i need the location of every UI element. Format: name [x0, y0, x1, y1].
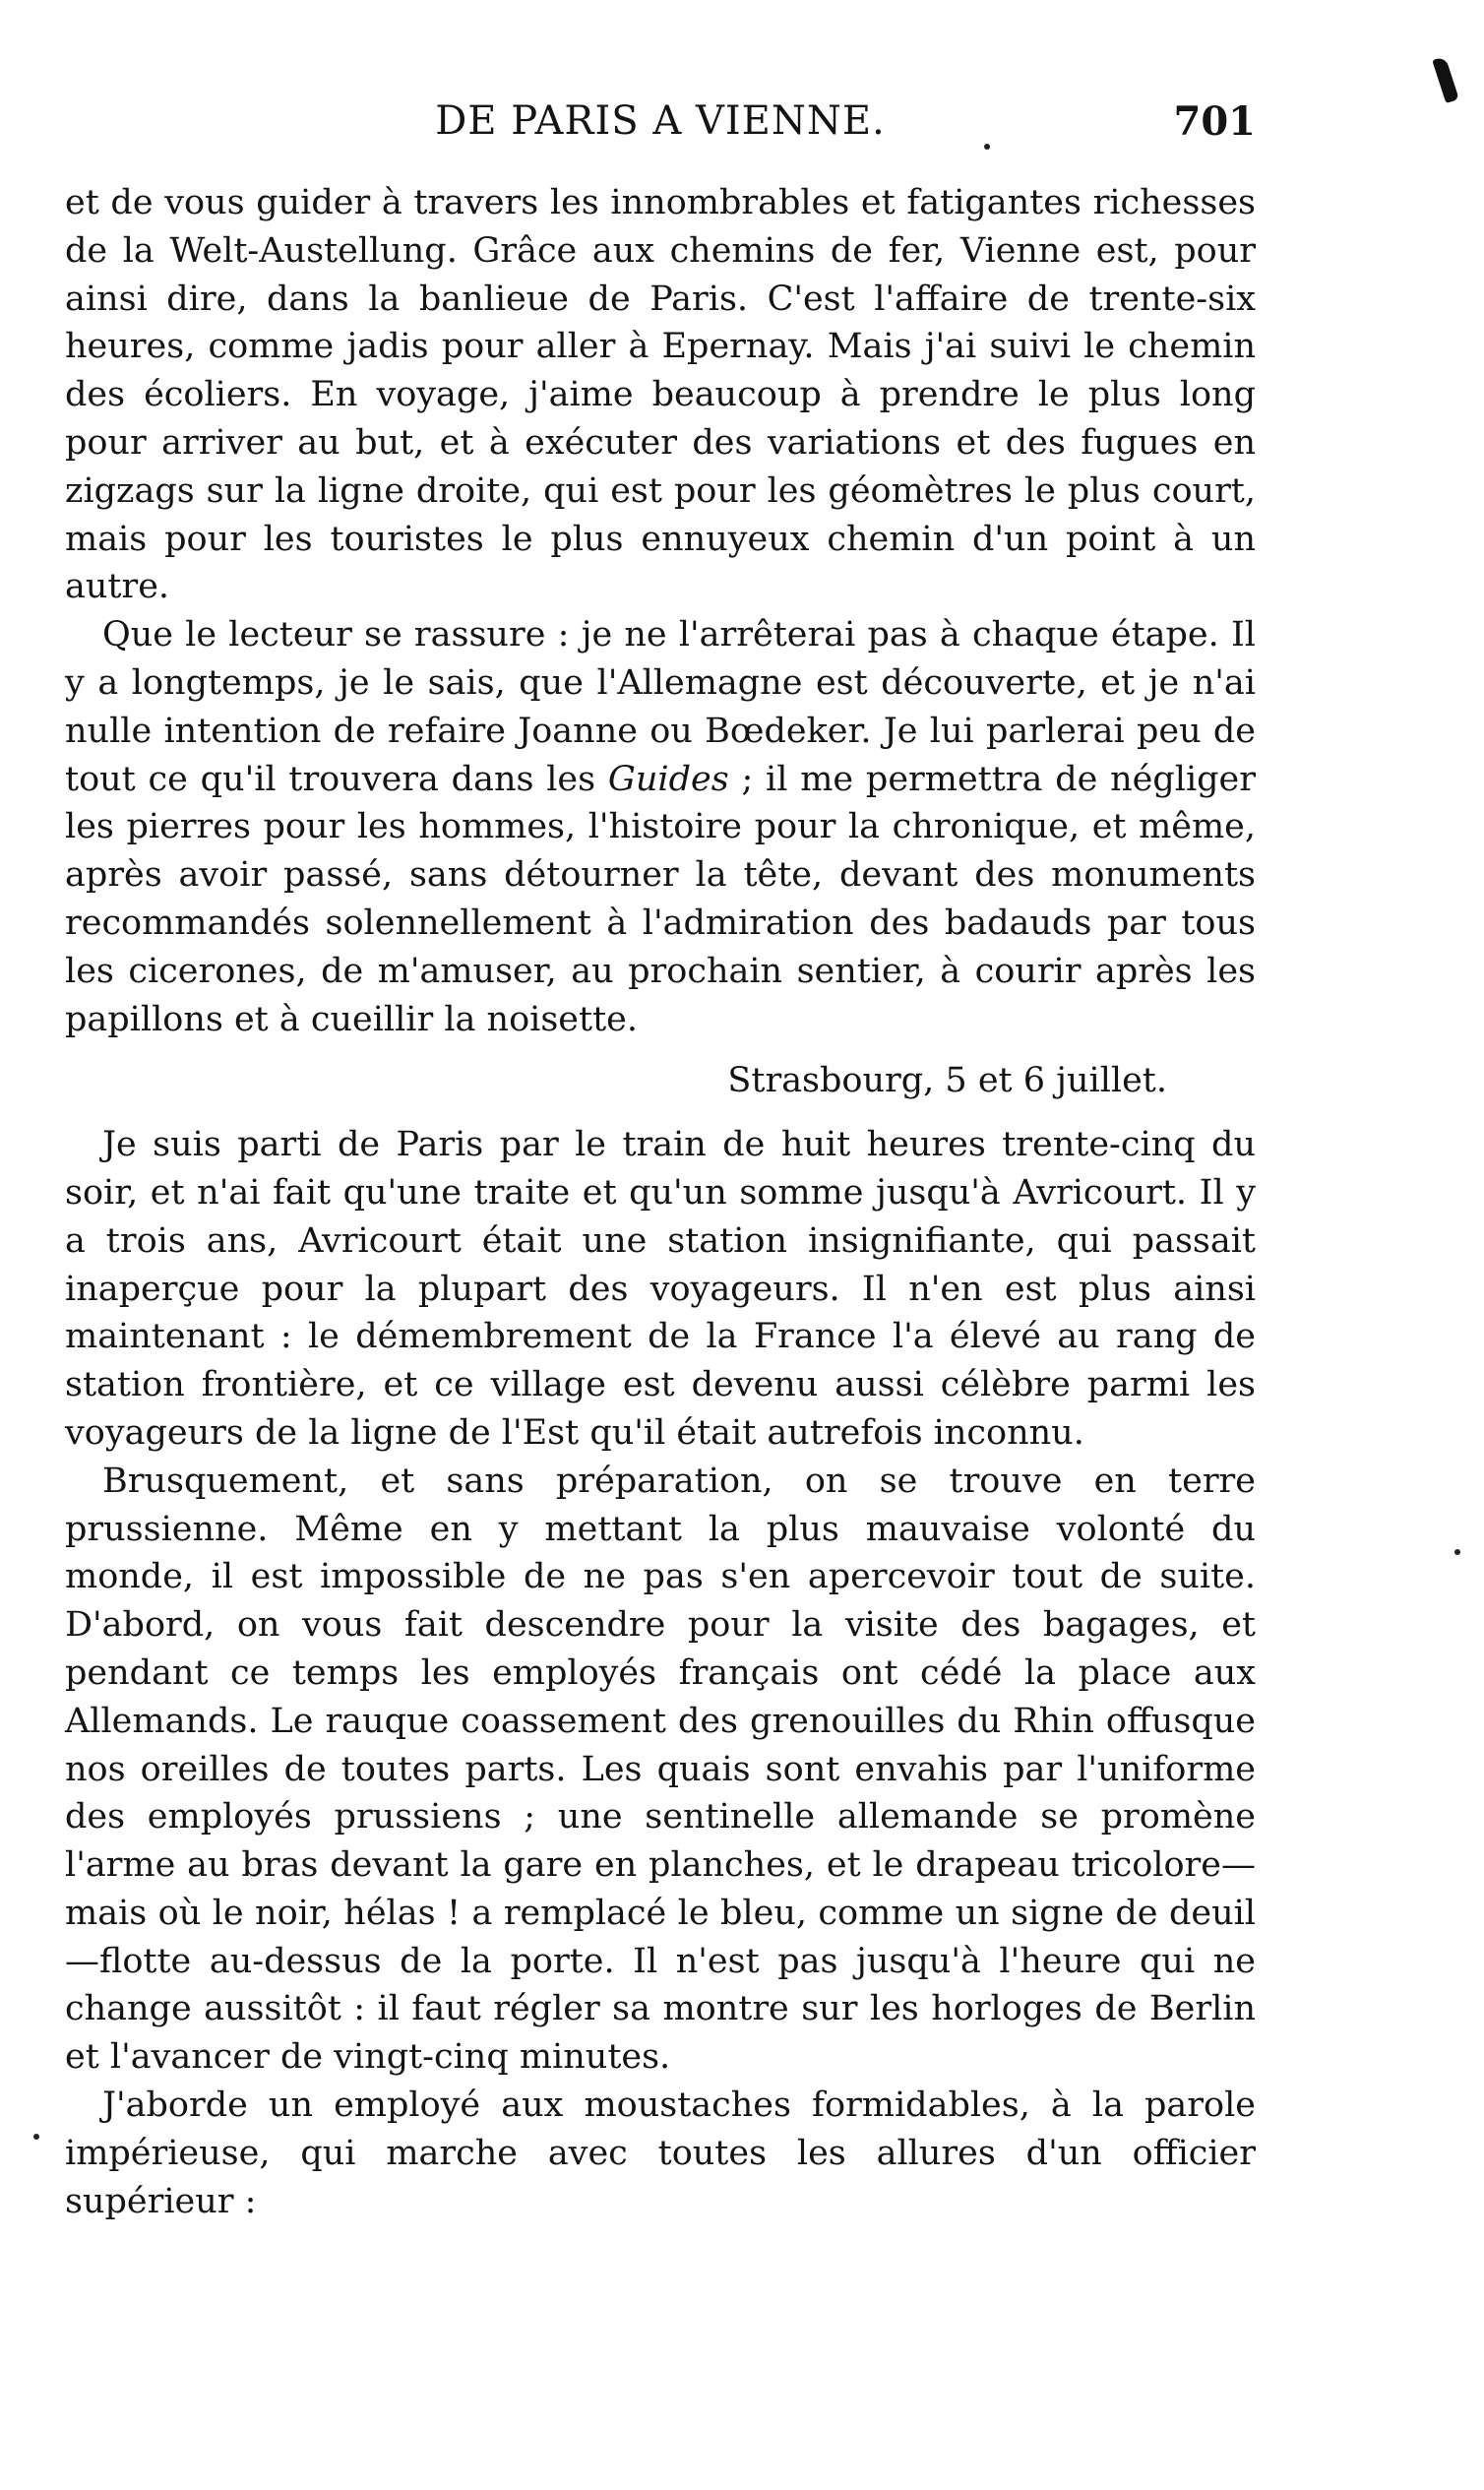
italic-word: Guides — [607, 759, 729, 799]
paragraph: Brusquement, et sans préparation, on se trouve en terre prussienne. Même en y mettant la plus mauvaise volonté du monde, il est impossible de ne pas s'en apercevoir tout de suite. D'abord, on vous fait descendre pour la visite des bagages, et pendant ce temps les employés français ont cédé la place aux Allemands. Le rauque coassement des grenouilles du Rhin offusque nos oreilles de toutes parts. Les quais sont envahis par l'uniforme des employés prussiens ; une sentinelle allemande se promène l'arme au bras devant la gare en planches, et le drapeau tricolore—mais où le noir, hélas ! a remplacé le bleu, comme un signe de deuil—flotte au-dessus de la porte. Il n'est pas jusqu'à l'heure qui ne change aussitôt : il faut régler sa montre sur les horloges de Berlin et l'avancer de vingt-cinq minutes. — [65, 1461, 1256, 2078]
ink-blot-mark — [1432, 56, 1459, 103]
paragraph: Je suis parti de Paris par le train de huit heures trente-cinq du soir, et n'ai fait qu'une traite et qu'un somme jusqu'à Avricourt. Il y a trois ans, Avricourt était une station insignifiante, qui passait inaperçue pour la plupart des voyageurs. Il n'en est plus ainsi maintenant : le démembrement de la France l'a élevé au rang de station frontière, et ce village est devenu aussi célèbre parmi les voyageurs de la ligne de l'Est qu'il était autrefois inconnu. — [65, 1125, 1256, 1453]
margin-dot-mark — [1454, 1549, 1460, 1555]
body-text — [65, 179, 1256, 2225]
paragraph: Que le lecteur se rassure : je ne l'arrêterai pas à chaque étape. Il y a longtemps, je le sais, que l'Allemagne est découverte, et je n'ai nulle intention de refaire Joanne ou Bœdeker. Je lui parlerai peu de tout ce qu'il trouvera dans les Guides ; il me permettra de négliger les pierres pour les hommes, l'histoire pour la chronique, et même, après avoir passé, sans détourner la tête, devant des monuments recommandés solennellement à l'admiration des badauds par tous les cicerones, de m'amuser, au prochain sentier, à courir après les papillons et à cueillir la noisette. — [65, 615, 1257, 1039]
dateline: Strasbourg, 5 et 6 juillet. — [727, 1061, 1167, 1101]
page-number: 701 — [1173, 98, 1256, 145]
paragraph: et de vous guider à travers les innombrables et fatigantes richesses de la Welt-Austellung. Grâce aux chemins de fer, Vienne est, pour ainsi dire, dans la banlieue de Paris. C'est l'affaire de trente-six heures, comme jadis pour aller à Epernay. Mais j'ai suivi le chemin des écoliers. En voyage, j'aime beaucoup à prendre le plus long pour arriver au but, et à exécuter des variations et des fugues en zigzags sur la ligne droite, qui est pour les géomètres le plus court, mais pour les touristes le plus ennuyeux chemin d'un point à un autre. — [65, 183, 1256, 607]
running-head — [65, 98, 1256, 157]
margin-dot-mark — [33, 2134, 39, 2140]
stray-dot-mark — [984, 144, 990, 150]
paragraph: J'aborde un employé aux moustaches formidables, à la parole impérieuse, qui marche avec toutes les allures d'un officier supérieur : — [65, 2085, 1256, 2221]
running-title: DE PARIS A VIENNE. — [435, 98, 886, 144]
